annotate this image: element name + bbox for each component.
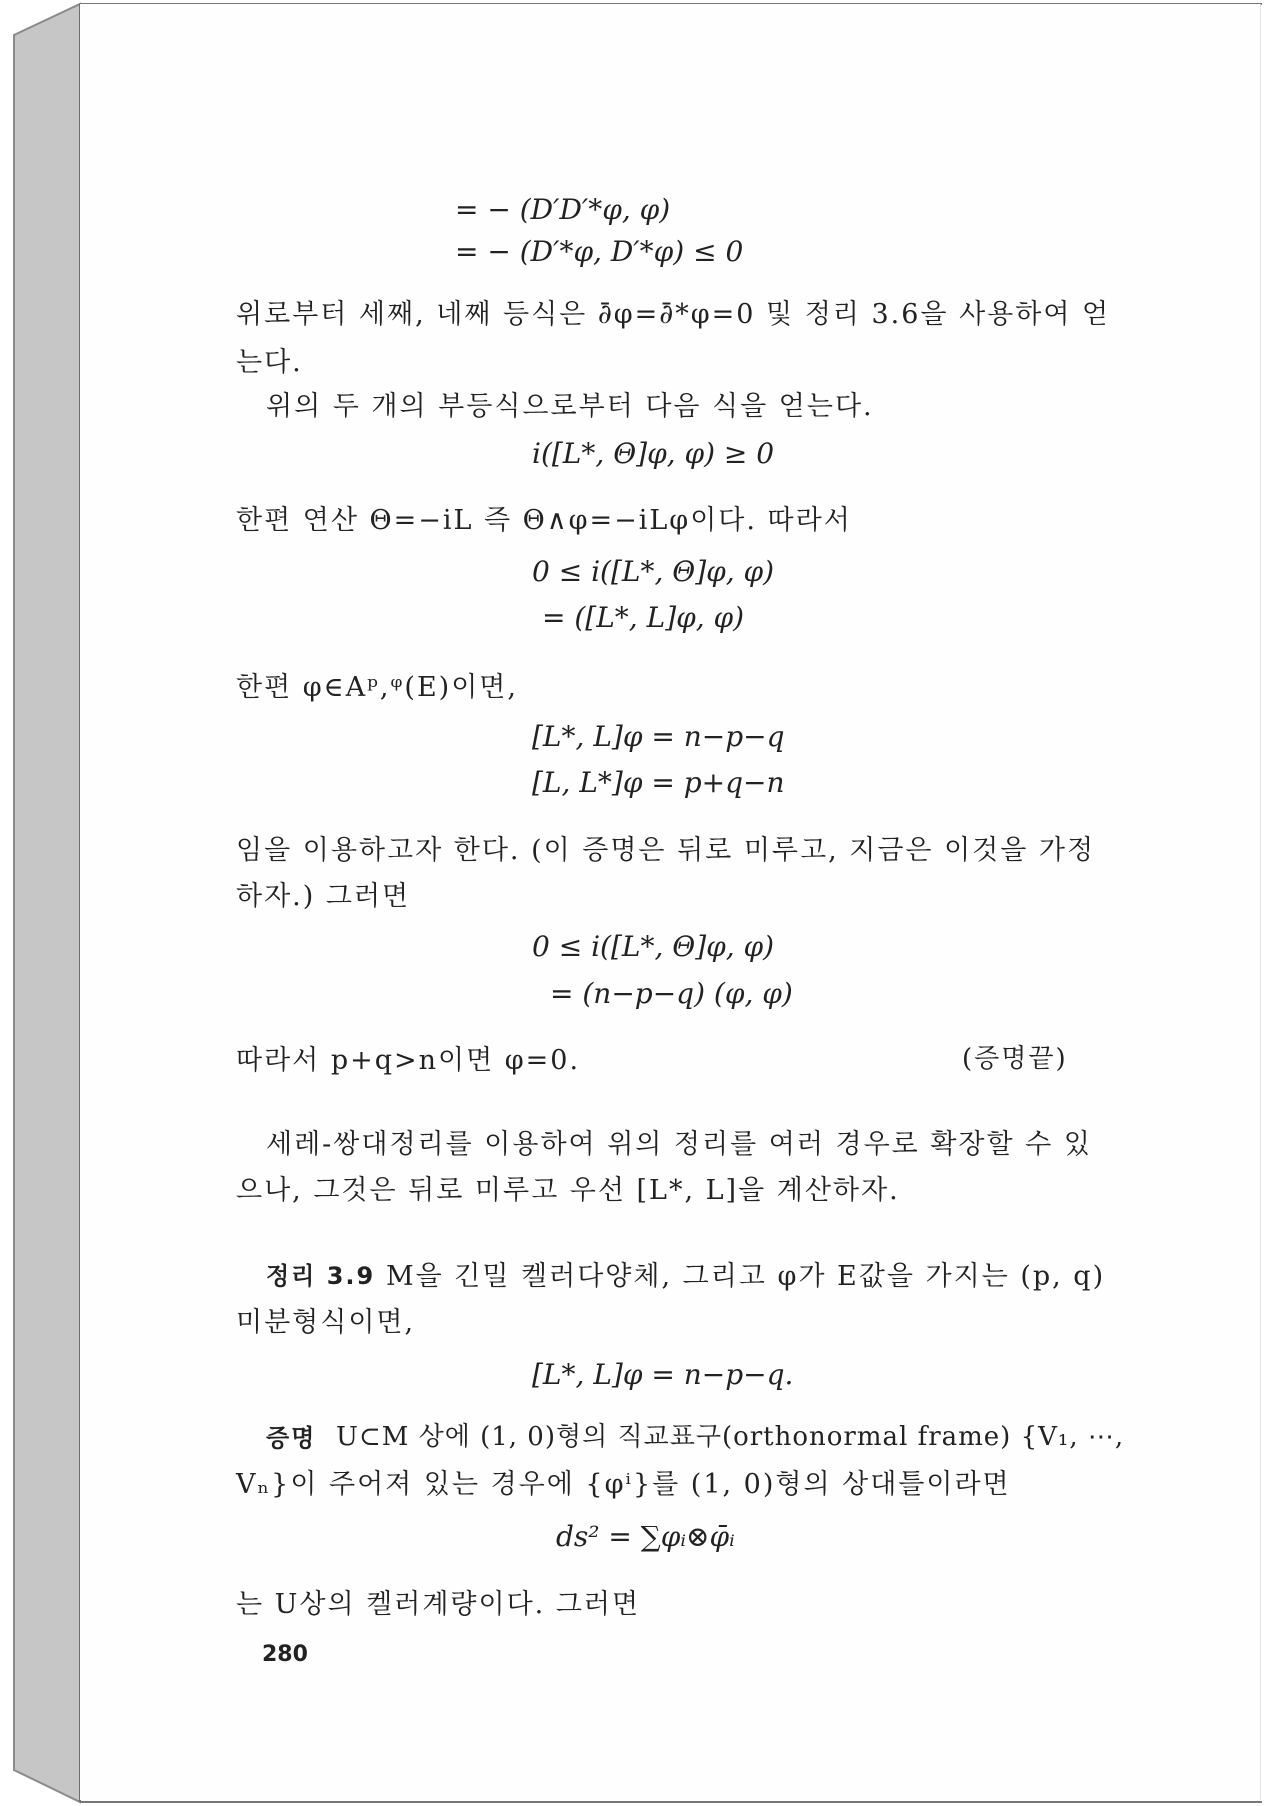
paragraph-line: 위로부터 세째, 네째 등식은 ∂̄φ=∂̄*φ=0 및 정리 3.6을 사용하여 얻 — [236, 299, 1111, 330]
proof-line: Vₙ}이 주어져 있는 경우에 {φⁱ}를 (1, 0)형의 상대틀이라면 — [236, 1469, 1011, 1500]
equation-line: ds² = ∑φᵢ⊗φ̄ᵢ — [556, 1520, 735, 1553]
theorem-label: 정리 3.9 — [266, 1262, 376, 1290]
page-number: 280 — [262, 1642, 308, 1667]
proof-label: 증명 — [266, 1424, 317, 1452]
qed-mark: (증명끝) — [962, 1044, 1068, 1074]
equation-line: [L, L*]φ = p+q−n — [532, 766, 785, 799]
paragraph-line: 따라서 p+q>n이면 φ=0. — [236, 1045, 581, 1076]
theorem-line: 미분형식이면, — [236, 1307, 416, 1338]
equation-line: = ([L*, L]φ, φ) — [542, 601, 745, 634]
paragraph-line: 임을 이용하고자 한다. (이 증명은 뒤로 미루고, 지금은 이것을 가정 — [236, 835, 1096, 866]
proof-line: U⊂M 상에 (1, 0)형의 직교표구(orthonormal frame) {V₁, ⋯, — [336, 1422, 1125, 1452]
equation-line: [L*, L]φ = n−p−q. — [532, 1358, 794, 1391]
equation-line: [L*, L]φ = n−p−q — [532, 720, 785, 753]
equation-line: = − (D′*φ, D′*φ) ≤ 0 — [455, 235, 744, 268]
equation-line: i([L*, Θ]φ, φ) ≥ 0 — [532, 437, 775, 470]
paragraph-line: 세레-쌍대정리를 이용하여 위의 정리를 여러 경우로 확장할 수 있 — [266, 1129, 1092, 1160]
equation-line: = (n−p−q) (φ, φ) — [550, 977, 793, 1010]
paragraph-line: 는 U상의 켈러계량이다. 그러면 — [236, 1589, 641, 1620]
equation-line: 0 ≤ i([L*, Θ]φ, φ) — [532, 555, 775, 588]
paragraph-line: 으나, 그것은 뒤로 미루고 우선 [L*, L]을 계산하자. — [236, 1175, 900, 1206]
paragraph-line: 한편 연산 Θ=−iL 즉 Θ∧φ=−iLφ이다. 따라서 — [236, 505, 852, 536]
paragraph-line: 는다. — [236, 347, 303, 378]
equation-line: 0 ≤ i([L*, Θ]φ, φ) — [532, 930, 775, 963]
paragraph-line: 한편 φ∈Aᵖ,ᵠ(E)이면, — [236, 672, 518, 703]
paragraph-line: 위의 두 개의 부등식으로부터 다음 식을 얻는다. — [266, 391, 874, 422]
theorem-line: M을 긴밀 켈러다양체, 그리고 φ가 E값을 가지는 (p, q) — [386, 1261, 1106, 1292]
equation-line: = − (D′D′*φ, φ) — [455, 193, 671, 226]
paragraph-line: 하자.) 그러면 — [236, 881, 411, 912]
